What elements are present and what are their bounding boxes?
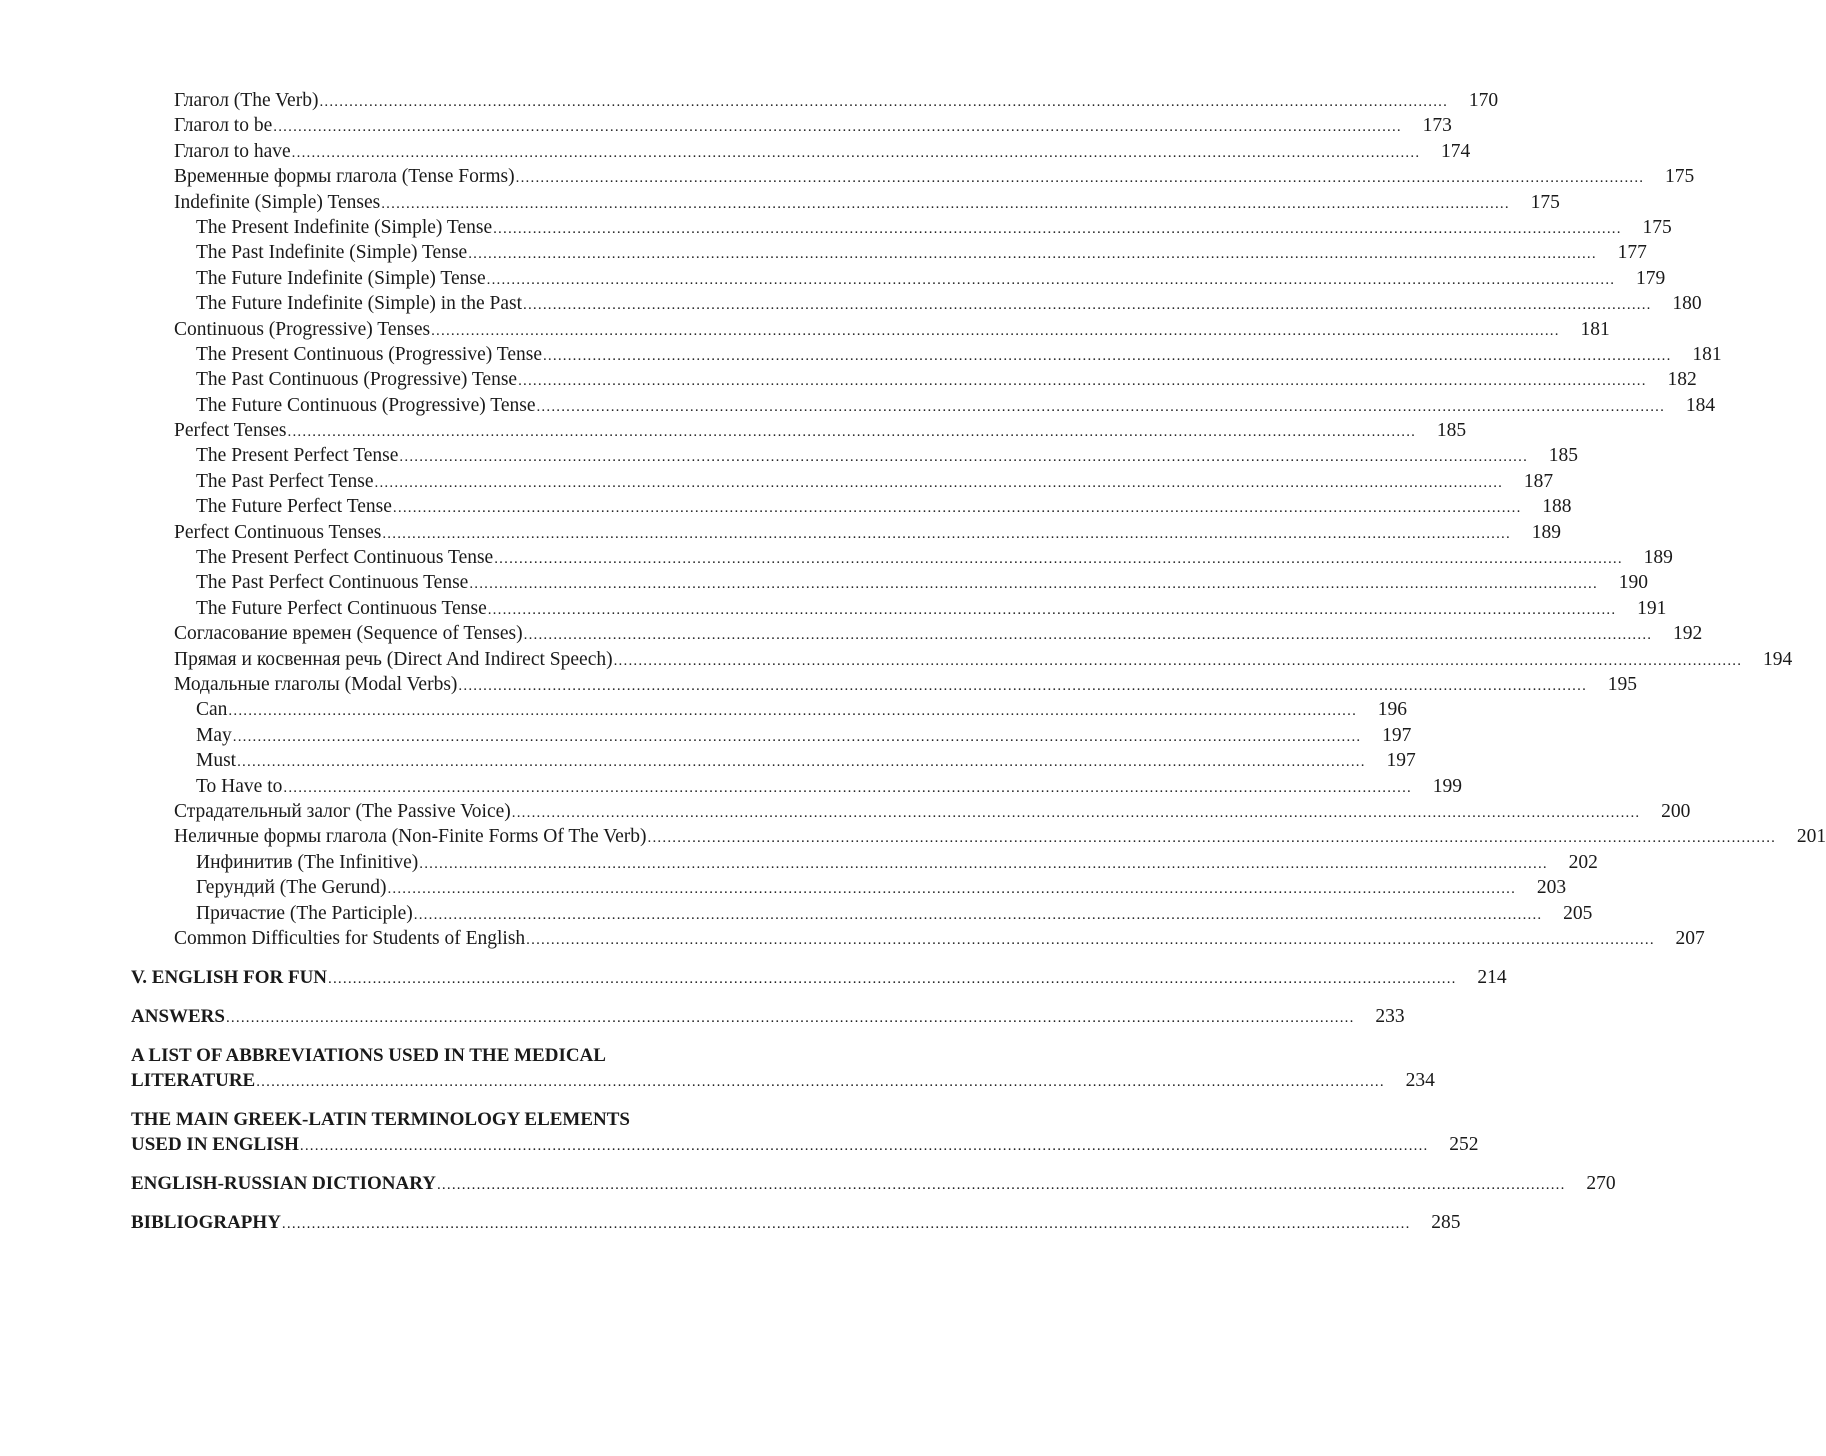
toc-page-number: 175 <box>1530 191 1560 213</box>
toc-entry[interactable] <box>131 520 1561 545</box>
toc-page-number: 205 <box>1563 902 1593 924</box>
toc-page-number: 199 <box>1432 775 1462 797</box>
dot-leader: .................................................................................................................................................................................................................................... <box>319 94 1449 110</box>
toc-page-number: 234 <box>1405 1070 1435 1092</box>
toc-entry[interactable] <box>131 139 1471 164</box>
toc-entry-title: Глагол (The Verb) <box>174 90 319 111</box>
dot-leader: .................................................................................................................................................................................................................................... <box>399 449 1529 466</box>
toc-entry-title: Согласование времен (Sequence of Tenses) <box>174 623 523 645</box>
toc-entry[interactable] <box>131 342 1722 367</box>
toc-entry[interactable] <box>131 901 1593 926</box>
toc-entry[interactable] <box>131 443 1579 468</box>
toc-page-number: 181 <box>1580 318 1610 340</box>
toc-entry-title: The Present Indefinite (Simple) Tense <box>196 216 493 238</box>
dot-leader: .................................................................................................................................................................................................................................... <box>287 424 1417 441</box>
toc-entry-title: The Future Indefinite (Simple) in the Past <box>196 293 523 315</box>
dot-leader: .................................................................................................................................................................................................................................... <box>526 931 1655 948</box>
toc-entry-title: To Have to <box>196 775 283 797</box>
toc-page-number: 285 <box>1431 1212 1461 1234</box>
dot-leader: .................................................................................................................................................................................................................................... <box>382 525 1511 542</box>
toc-page-number: 270 <box>1586 1173 1616 1195</box>
toc-section[interactable] <box>131 1171 1616 1196</box>
toc-entry-title: The Past Perfect Tense <box>196 470 374 492</box>
toc-entry-title: Perfect Tenses <box>174 420 287 442</box>
toc-entry[interactable] <box>131 926 1705 951</box>
toc-entry[interactable] <box>131 545 1673 570</box>
toc-section[interactable] <box>131 1043 1435 1093</box>
toc-entry[interactable] <box>131 190 1560 215</box>
dot-leader: .................................................................................................................................................................................................................................... <box>536 398 1666 415</box>
toc-page-number: 252 <box>1449 1134 1479 1156</box>
toc-entry[interactable] <box>131 88 1499 113</box>
dot-leader: .................................................................................................................................................................................................................................... <box>299 1138 1429 1155</box>
toc-entry[interactable] <box>131 824 1826 849</box>
toc-section-row <box>131 1171 1616 1196</box>
toc-entry-title: Perfect Continuous Tenses <box>174 521 382 543</box>
toc-section-title: ENGLISH-RUSSIAN DICTIONARY <box>131 1173 436 1195</box>
toc-entry[interactable] <box>131 596 1667 621</box>
toc-entry-title: Can <box>196 699 228 721</box>
dot-leader: .................................................................................................................................................................................................................................... <box>273 119 1402 136</box>
toc-page-number: 174 <box>1441 140 1471 162</box>
toc-page-number: 187 <box>1523 470 1554 492</box>
toc-section-row <box>131 1210 1461 1235</box>
toc-section-row <box>131 965 1507 990</box>
toc-entry[interactable] <box>131 875 1567 900</box>
toc-section-title: LITERATURE <box>131 1070 256 1092</box>
toc-page-number: 192 <box>1672 623 1703 645</box>
toc-entry-title: May <box>196 724 232 746</box>
toc-section-list <box>131 965 1616 1235</box>
toc-entry-title: The Future Perfect Continuous Tense <box>196 597 487 619</box>
dot-leader: .................................................................................................................................................................................................................................... <box>458 677 1588 694</box>
toc-page-number: 175 <box>1642 216 1672 238</box>
dot-leader: .................................................................................................................................................................................................................................... <box>523 627 1653 644</box>
dot-leader: .................................................................................................................................................................................................................................... <box>542 347 1672 364</box>
dot-leader: .................................................................................................................................................................................................................................... <box>237 754 1366 771</box>
toc-page-number: 214 <box>1477 967 1507 989</box>
toc-entry-title: Continuous (Progressive) Tenses <box>174 318 431 340</box>
toc-entry-title: Прямая и косвенная речь (Direct And Indirect Speech) <box>174 648 613 670</box>
dot-leader: .................................................................................................................................................................................................................................... <box>387 881 1517 898</box>
toc-entry[interactable] <box>131 850 1598 875</box>
toc-section[interactable] <box>131 1107 1479 1157</box>
toc-section[interactable] <box>131 965 1507 990</box>
toc-entry[interactable] <box>131 393 1716 418</box>
toc-section-title: V. ENGLISH FOR FUN <box>131 967 328 989</box>
dot-leader: .................................................................................................................................................................................................................................... <box>381 195 1510 212</box>
toc-page-number: 179 <box>1635 267 1666 289</box>
toc-page-number: 185 <box>1436 420 1467 442</box>
toc-section-row <box>131 1132 1479 1157</box>
toc-page-number: 180 <box>1672 293 1702 315</box>
toc-entry-title: Герундий (The Gerund) <box>196 877 387 899</box>
toc-page-number: 201 <box>1796 826 1826 848</box>
dot-leader: .................................................................................................................................................................................................................................... <box>281 1216 1411 1233</box>
dot-leader: .................................................................................................................................................................................................................................... <box>392 500 1522 517</box>
toc-page-number: 189 <box>1531 521 1561 543</box>
toc-entry-title: Причастие (The Participle) <box>196 902 413 924</box>
toc-entry-title: The Future Perfect Tense <box>196 496 392 518</box>
dot-leader: .................................................................................................................................................................................................................................... <box>511 804 1641 821</box>
toc-page-number: 191 <box>1637 597 1667 619</box>
toc-entry-title: Indefinite (Simple) Tenses <box>174 191 381 213</box>
toc-entry[interactable] <box>131 621 1703 646</box>
toc-entry-title: Глагол to be <box>174 115 273 137</box>
toc-entry-title: The Present Perfect Continuous Tense <box>196 547 494 569</box>
toc-entry-title: Must <box>196 750 237 772</box>
dot-leader: .................................................................................................................................................................................................................................... <box>468 246 1597 263</box>
dot-leader: .................................................................................................................................................................................................................................... <box>291 144 1421 161</box>
dot-leader: .................................................................................................................................................................................................................................... <box>436 1177 1566 1194</box>
dot-leader: .................................................................................................................................................................................................................................... <box>518 373 1647 390</box>
toc-page-number: 200 <box>1661 800 1691 822</box>
toc-entry-title: The Past Indefinite (Simple) Tense <box>196 242 468 264</box>
toc-page-number: 182 <box>1667 369 1697 391</box>
toc-section-title-line1: A LIST OF ABBREVIATIONS USED IN THE MEDICAL <box>131 1045 606 1067</box>
toc-entry-title: The Future Indefinite (Simple) Tense <box>196 267 486 289</box>
toc-page-number: 190 <box>1618 572 1648 594</box>
dot-leader: .................................................................................................................................................................................................................................... <box>283 779 1412 796</box>
toc-entry-title: Страдательный залог (The Passive Voice) <box>174 800 511 822</box>
dot-leader: .................................................................................................................................................................................................................................... <box>256 1074 1385 1091</box>
toc-entry[interactable] <box>131 164 1695 189</box>
toc-page-number: 194 <box>1762 648 1793 670</box>
dot-leader: .................................................................................................................................................................................................................................... <box>228 703 1358 720</box>
table-of-contents <box>131 88 1826 1249</box>
toc-section-row <box>131 1004 1405 1029</box>
toc-entry-title: Common Difficulties for Students of English <box>174 927 526 949</box>
toc-page-number: 188 <box>1542 496 1572 518</box>
toc-entry[interactable] <box>131 672 1638 697</box>
toc-entry[interactable] <box>131 647 1793 672</box>
toc-page-number: 177 <box>1617 242 1647 264</box>
toc-entry[interactable] <box>131 723 1412 748</box>
toc-entry[interactable] <box>131 317 1610 342</box>
toc-page-number: 184 <box>1685 394 1716 416</box>
toc-page-number: 181 <box>1692 343 1722 365</box>
toc-entry[interactable] <box>131 291 1702 316</box>
toc-page-number: 185 <box>1548 445 1579 467</box>
dot-leader: .................................................................................................................................................................................................................................... <box>515 170 1645 187</box>
toc-entry[interactable] <box>131 774 1462 799</box>
dot-leader: .................................................................................................................................................................................................................................... <box>413 906 1543 923</box>
dot-leader: .................................................................................................................................................................................................................................... <box>431 322 1560 339</box>
toc-page-number: 207 <box>1675 927 1705 949</box>
toc-entry-title: The Present Continuous (Progressive) Tense <box>196 343 542 365</box>
toc-page-number: 195 <box>1607 673 1638 695</box>
dot-leader: .................................................................................................................................................................................................................................... <box>487 601 1617 618</box>
dot-leader: .................................................................................................................................................................................................................................... <box>486 271 1616 288</box>
toc-entry[interactable] <box>131 799 1691 824</box>
toc-entry[interactable] <box>131 748 1416 773</box>
toc-entry-title: Временные формы глагола (Tense Forms) <box>174 166 515 188</box>
toc-entry-title: The Present Perfect Tense <box>196 445 399 467</box>
toc-page-number: 202 <box>1568 851 1598 873</box>
toc-page-number: 197 <box>1382 724 1412 746</box>
toc-entry[interactable] <box>131 570 1648 595</box>
toc-page-number: 203 <box>1536 877 1567 899</box>
dot-leader: .................................................................................................................................................................................................................................... <box>374 474 1504 491</box>
toc-entry[interactable] <box>131 418 1467 443</box>
dot-leader: .................................................................................................................................................................................................................................... <box>494 551 1623 568</box>
toc-section-title: USED IN ENGLISH <box>131 1134 299 1156</box>
toc-entry[interactable] <box>131 240 1647 265</box>
toc-page-number: 175 <box>1665 166 1695 188</box>
dot-leader: .................................................................................................................................................................................................................................... <box>232 728 1362 745</box>
toc-entry-title: The Future Continuous (Progressive) Tense <box>196 394 536 416</box>
toc-page-number: 197 <box>1386 750 1416 772</box>
dot-leader: .................................................................................................................................................................................................................................... <box>419 855 1548 872</box>
toc-entry-title: Модальные глаголы (Modal Verbs) <box>174 673 458 695</box>
toc-page-number: 173 <box>1422 115 1452 137</box>
dot-leader: .................................................................................................................................................................................................................................... <box>647 830 1777 847</box>
dot-leader: .................................................................................................................................................................................................................................... <box>328 971 1457 988</box>
toc-page-number: 189 <box>1643 547 1673 569</box>
toc-section-row <box>131 1068 1435 1093</box>
toc-section-title: BIBLIOGRAPHY <box>131 1212 281 1234</box>
toc-page-number: 170 <box>1468 90 1499 111</box>
toc-section-title: ANSWERS <box>131 1006 225 1028</box>
dot-leader: .................................................................................................................................................................................................................................... <box>493 220 1622 237</box>
toc-entry-title: Неличные формы глагола (Non-Finite Forms Of The Verb) <box>174 826 647 848</box>
toc-entry[interactable] <box>131 697 1408 722</box>
toc-section[interactable] <box>131 1210 1461 1235</box>
toc-page-number: 233 <box>1375 1006 1405 1028</box>
toc-entry[interactable] <box>131 215 1672 240</box>
toc-entry-title: Инфинитив (The Infinitive) <box>196 851 419 873</box>
toc-entry-title: The Past Continuous (Progressive) Tense <box>196 369 518 391</box>
toc-page-number: 196 <box>1377 699 1408 721</box>
toc-subentry-list <box>131 88 1826 951</box>
toc-entry[interactable] <box>131 367 1697 392</box>
dot-leader: .................................................................................................................................................................................................................................... <box>469 576 1598 593</box>
toc-entry-title: The Past Perfect Continuous Tense <box>196 572 469 594</box>
toc-entry[interactable] <box>131 494 1572 519</box>
toc-entry[interactable] <box>131 113 1452 138</box>
toc-entry[interactable] <box>131 469 1554 494</box>
toc-entry-title: Глагол to have <box>174 140 291 162</box>
toc-entry[interactable] <box>131 266 1666 291</box>
toc-section-title-line1: THE MAIN GREEK-LATIN TERMINOLOGY ELEMENTS <box>131 1109 631 1131</box>
toc-section[interactable] <box>131 1004 1405 1029</box>
dot-leader: .................................................................................................................................................................................................................................... <box>225 1010 1355 1027</box>
dot-leader: .................................................................................................................................................................................................................................... <box>523 297 1652 314</box>
dot-leader: .................................................................................................................................................................................................................................... <box>613 652 1743 669</box>
